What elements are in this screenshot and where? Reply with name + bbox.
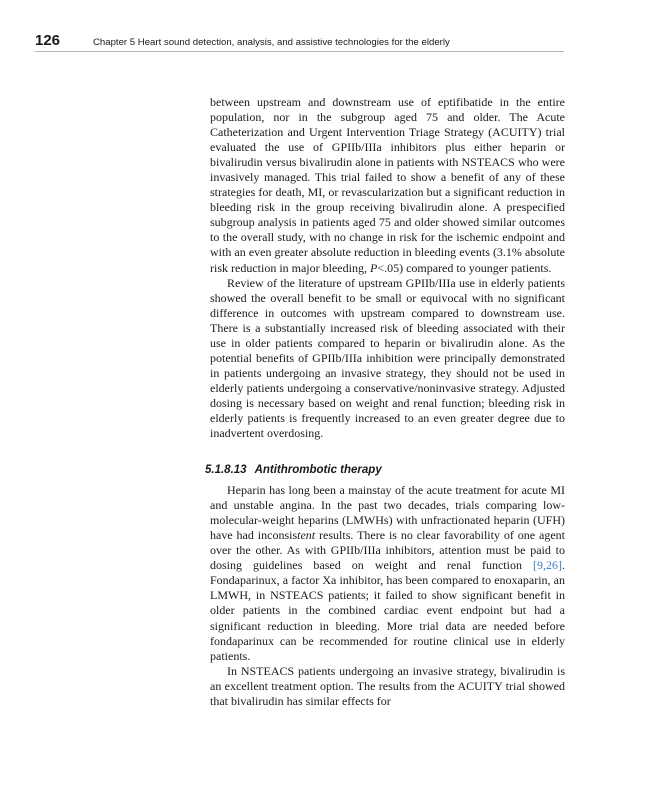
section-spacer	[210, 441, 565, 463]
paragraph-text: results. There is no clear favorability of one agent over the other. As with GPIIb/IIIa inhibitors, attention must be paid to dosing guidelines based on weight and renal function	[210, 528, 566, 573]
paragraph-bivalirudin: In NSTEACS patients undergoing an invasive strategy, bivalirudin is an excellent treatment option. The results from the ACUITY trial showed that bivalirudin has similar effects for	[210, 663, 565, 708]
section-title: Antithrombotic therapy	[254, 464, 382, 477]
p-value-symbol: P	[369, 260, 378, 275]
paragraph-text: Heparin has long been a mainstay of the acute treatment for acute MI and unstable angina. In the past two decades, trials comparing low-molecular-weight heparins (LMWHs) with unfractionated heparin (UFH) have had inconsis	[210, 483, 565, 543]
italic-fragment: tent	[297, 528, 316, 543]
page-number: 126	[35, 32, 61, 49]
running-head	[35, 32, 564, 52]
chapter-title: Chapter 5 Heart sound detection, analysis, and assistive technologies for the elderly	[93, 37, 450, 48]
paragraph-gpiib-review: Review of the literature of upstream GPIIb/IIIa use in elderly patients showed the overall benefit to be small or equivocal with no significant difference in outcomes with upstream compared to downstream use. There is a substantially increased risk of bleeding associated with their use in older patients compared to heparin or bivalirudin alone. As the potential benefits of GPIIb/IIIa inhibition were principally demonstrated in patients undergoing an invasive strategy, they should not be used in elderly patients undergoing a conservative/noninvasive strategy. Adjusted dosing is necessary based on weight and renal function; bleeding risk in elderly patients is frequently increased to an even greater degree due to inadvertent overdosing.	[210, 275, 565, 441]
section-number: 5.1.8.13	[205, 464, 247, 477]
paragraph-text: between upstream and downstream use of eptifibatide in the entire population, nor in the subgroup aged 75 and older. The Acute Catheterization and Urgent Intervention Triage Strategy (ACUITY) trial evaluated the use of GPIIb/IIIa inhibitors plus either heparin or bivalirudin versus bivalirudin alone in patients with NSTEACS who were invasively managed. This trial failed to show a benefit of any of these strategies for death, MI, or revascularization but a significant reduction in bleeding risk in the group receiving bivalirudin alone. A prespecified subgroup analysis in patients aged 75 and older showed similar outcomes to the overall study, with no change in risk for the ischemic endpoint and with an even greater absolute reduction in bleeding events (3.1% absolute risk reduction in major bleeding,	[210, 95, 565, 275]
body-text	[205, 95, 566, 709]
citation-link[interactable]: [9,26]	[533, 558, 562, 573]
paragraph-heparin	[210, 483, 565, 664]
section-heading	[205, 463, 560, 477]
paragraph-text: . Fondaparinux, a factor Xa inhibitor, has been compared to enoxaparin, an LMWH, in NSTEACS patients; it failed to show significant benefit in older patients in the combined cardiac event endpoint but had a significant reduction in bleeding. More trial data are needed before fondaparinux can be recommended for routine clinical use in elderly patients.	[210, 558, 565, 663]
paragraph-continued	[210, 95, 565, 276]
paragraph-text: <.05) compared to younger patients.	[377, 260, 552, 275]
